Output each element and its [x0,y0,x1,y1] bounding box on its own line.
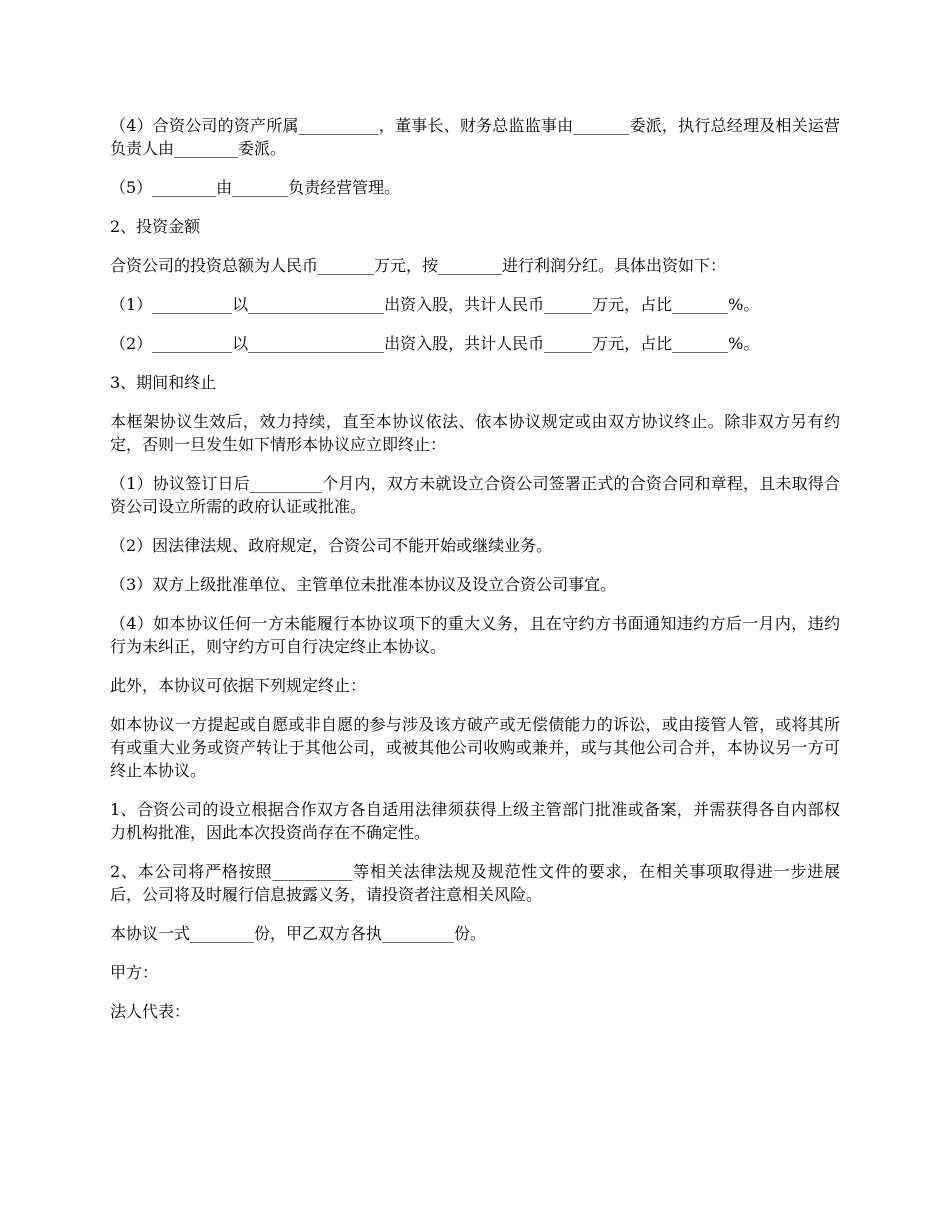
term-paragraph: 本框架协议生效后，效力持续，直至本协议依法、依本协议规定或由双方协议终止。除非双方另有约定，否则一旦发生如下情形本协议应立即终止： [110,412,840,454]
termination-item-3: （3）双方上级批准单位、主管单位未批准本协议及设立合资公司事宜。 [110,575,617,594]
clause-asset-ownership: （4）合资公司的资产所属__________，董事长、财务总监监事由_______委派，执行总经理及相关运营负责人由________委派。 [110,116,840,158]
investment-total-paragraph: 合资公司的投资总额为人民币_______万元，按________进行利润分红。具体出资如下： [110,256,727,275]
copies-paragraph: 本协议一式________份，甲乙双方各执_________份。 [110,924,487,943]
contribution-item-2: （2）__________以_________________出资入股，共计人民币______万元，占比_______%。 [110,334,760,353]
legal-representative-label: 法人代表： [110,1002,191,1021]
termination-item-4: （4）如本协议任何一方未能履行本协议项下的重大义务，且在守约方书面通知违约方后一月内，违约行为未纠正，则守约方可自行决定终止本协议。 [110,614,840,656]
section-heading-term-termination: 3、期间和终止 [110,373,217,392]
termination-item-2: （2）因法律法规、政府规定，合资公司不能开始或继续业务。 [110,536,553,555]
bankruptcy-termination-paragraph: 如本协议一方提起或自愿或非自愿的参与涉及该方破产或无偿债能力的诉讼，或由接管人管，或将其所有或重大业务或资产转让于其他公司，或被其他公司收购或兼并，或与其他公司合并，本协议另一方可终止本协议。 [110,715,840,780]
contribution-item-1: （1）__________以_________________出资入股，共计人民币______万元，占比_______%。 [110,295,760,314]
clause-operation-management: （5）________由_______负责经营管理。 [110,178,401,197]
additional-termination-intro: 此外，本协议可依据下列规定终止： [110,676,367,695]
party-a-label: 甲方： [110,963,159,982]
risk-note-2: 2、本公司将严格按照__________等相关法律法规及规范性文件的要求，在相关事项取得进一步进展后，公司将及时履行信息披露义务，请投资者注意相关风险。 [110,862,840,904]
risk-note-1: 1、合资公司的设立根据合作双方各自适用法律须获得上级主管部门批准或备案，并需获得各自内部权力机构批准，因此本次投资尚存在不确定性。 [110,800,840,842]
termination-item-1: （1）协议签订日后_________个月内，双方未就设立合资公司签署正式的合资合同和章程，且未取得合资公司设立所需的政府认证或批准。 [110,474,840,516]
section-heading-investment: 2、投资金额 [110,217,201,236]
